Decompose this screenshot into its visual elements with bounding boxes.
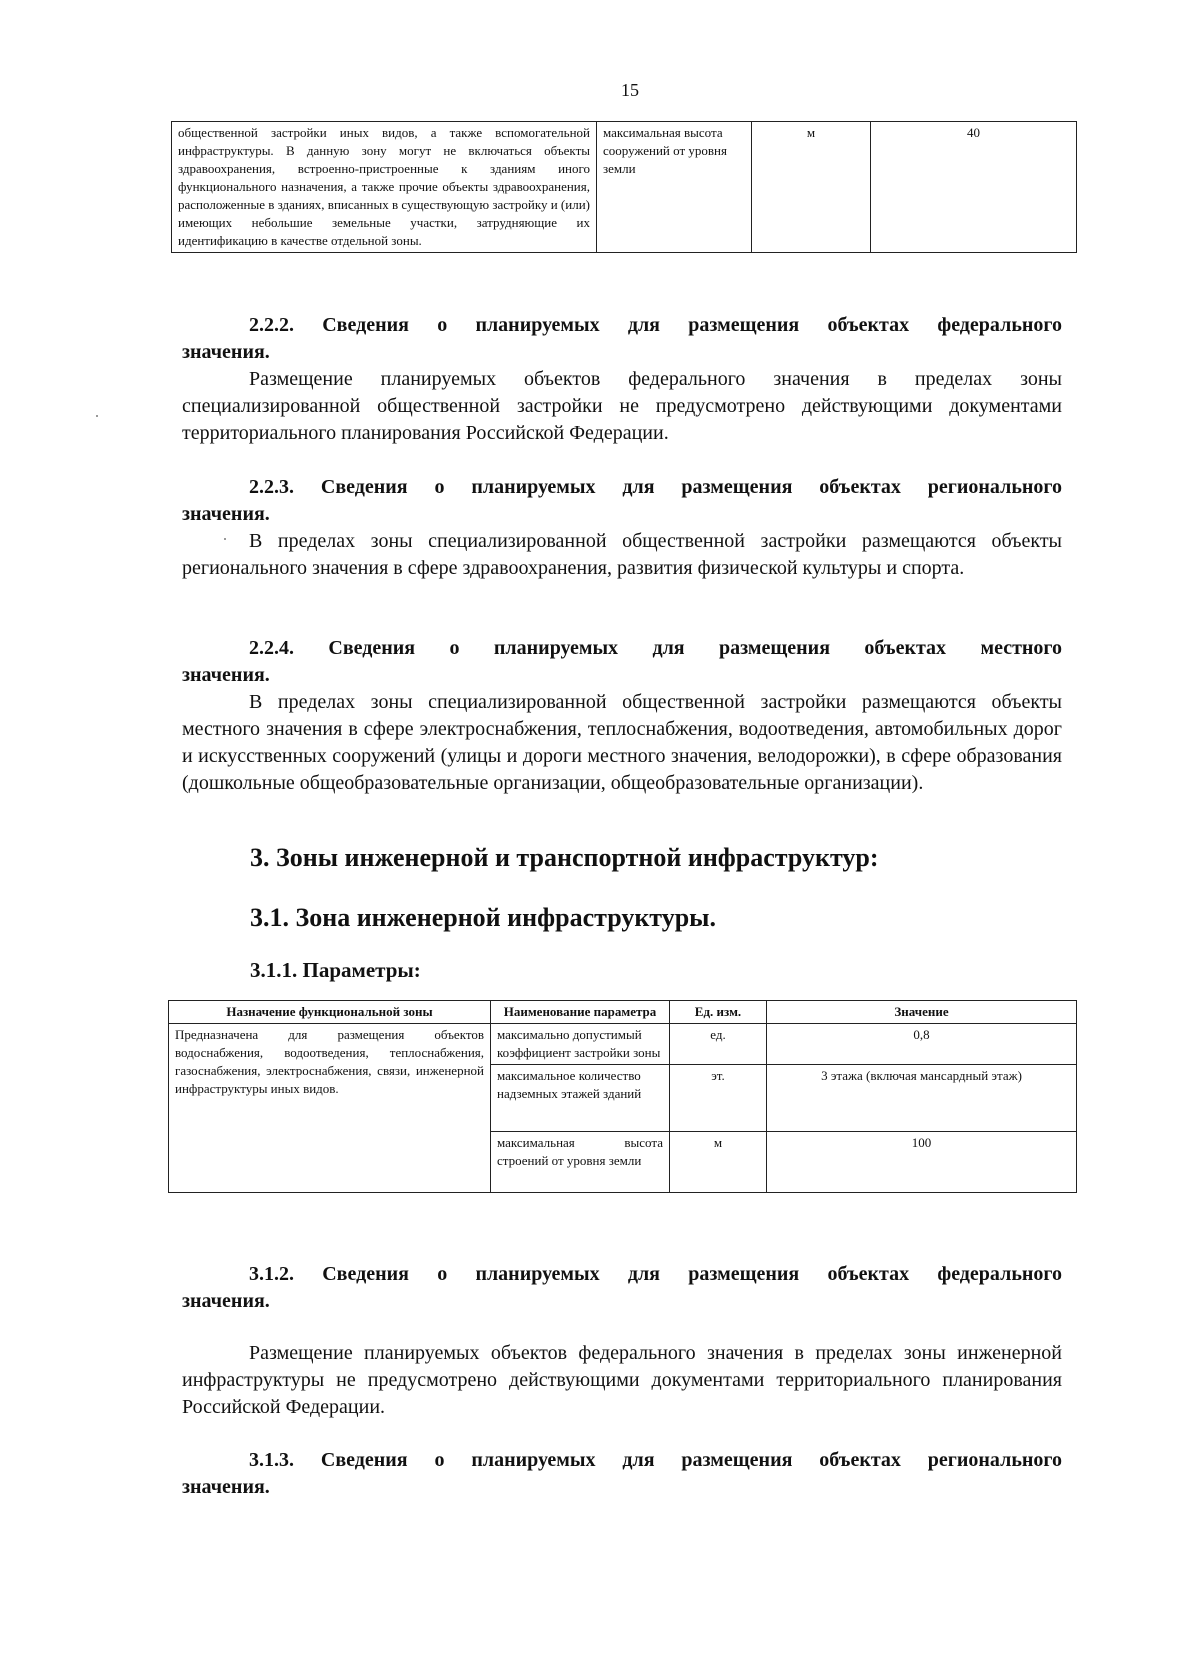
value-cell: 0,8 <box>767 1024 1077 1065</box>
parameter-cell: максимальная высота строений от уровня земли <box>491 1132 670 1193</box>
zone-description-cell: Предназначена для размещения объектов водоснабжения, водоотведения, теплоснабжения, газоснабжения, электроснабжения, связи, инженерной инфраструктуры иных видов. <box>169 1024 491 1193</box>
paragraph-2-2-2: Размещение планируемых объектов федерального значения в пределах зоны специализированной общественной застройки не предусмотрено действующими документами территориального планирования Российской Федерации. <box>182 368 1062 444</box>
value-cell: 3 этажа (включая мансардный этаж) <box>767 1065 1077 1132</box>
parameter-cell: максимально допустимый коэффициент застройки зоны <box>491 1024 670 1065</box>
heading-line: 2.2.3. Сведения о планируемых для размещения объектах регионального <box>249 476 1062 498</box>
heading-2-2-2 <box>182 312 1062 366</box>
heading-line: значения. <box>182 1476 270 1498</box>
heading-line: значения. <box>182 503 270 525</box>
heading-line: 2.2.4. Сведения о планируемых для размещения объектах местного <box>249 637 1062 659</box>
header-zone: Назначение функциональной зоны <box>169 1001 491 1024</box>
continuation-table <box>171 121 1077 253</box>
zone-description-cell: общественной застройки иных видов, а также вспомогательной инфраструктуры. В данную зону могут не включаться объекты здравоохранения, встроенно-пристроенные к зданиям иного функционального назначения, а также прочие объекты здравоохранения, расположенные в зданиях, вписанных в существующую застройку и (или) имеющих небольшие земельные участки, затрудняющие их идентификацию в качестве отдельной зоны. <box>172 122 597 253</box>
unit-cell: ед. <box>670 1024 767 1065</box>
section-3-1-1-title: 3.1.1. Параметры: <box>250 958 421 982</box>
paragraph-3-1-2: Размещение планируемых объектов федерального значения в пределах зоны инженерной инфраструктуры не предусмотрено действующими документами территориального планирования Российской Федерации. <box>182 1342 1062 1418</box>
heading-3-1-3 <box>182 1447 1062 1501</box>
parameter-cell: максимальная высота сооружений от уровня земли <box>597 122 752 253</box>
section-3-1-title: 3.1. Зона инженерной инфраструктуры. <box>250 903 716 932</box>
heading-line: 2.2.2. Сведения о планируемых для размещения объектах федерального <box>249 314 1062 336</box>
heading-line: 3.1.3. Сведения о планируемых для размещения объектах регионального <box>249 1449 1062 1471</box>
heading-line: значения. <box>182 664 270 686</box>
value-cell: 100 <box>767 1132 1077 1193</box>
heading-3-1-2 <box>182 1261 1062 1315</box>
table-header-row <box>169 1001 1077 1024</box>
heading-2-2-3 <box>182 474 1062 528</box>
header-param: Наименование параметра <box>491 1001 670 1024</box>
header-unit: Ед. изм. <box>670 1001 767 1024</box>
unit-cell: эт. <box>670 1065 767 1132</box>
header-value: Значение <box>767 1001 1077 1024</box>
table-row <box>172 122 1077 253</box>
page-number: 15 <box>621 80 639 100</box>
heading-line: 3.1.2. Сведения о планируемых для размещения объектах федерального <box>249 1263 1062 1285</box>
parameter-cell: максимальное количество надземных этажей зданий <box>491 1065 670 1132</box>
heading-line: значения. <box>182 1290 270 1312</box>
paragraph-2-2-4: В пределах зоны специализированной общественной застройки размещаются объекты местного значения в сфере электроснабжения, теплоснабжения, водоотведения, автомобильных дорог и искусственных сооружений (улицы и дороги местного значения, велодорожки), в сфере образования (дошкольные общеобразовательные организации, общеобразовательные организации). <box>182 691 1062 794</box>
scan-artifact <box>224 538 226 540</box>
value-cell: 40 <box>871 122 1077 253</box>
scan-artifact <box>96 415 98 417</box>
section-3-title: 3. Зоны инженерной и транспортной инфраструктур: <box>250 843 879 872</box>
paragraph-2-2-3: В пределах зоны специализированной общественной застройки размещаются объекты регионального значения в сфере здравоохранения, развития физической культуры и спорта. <box>182 530 1062 579</box>
unit-cell: м <box>670 1132 767 1193</box>
heading-2-2-4 <box>182 635 1062 689</box>
table-row <box>169 1024 1077 1065</box>
heading-line: значения. <box>182 341 270 363</box>
unit-cell: м <box>752 122 871 253</box>
parameters-table <box>168 1000 1077 1193</box>
